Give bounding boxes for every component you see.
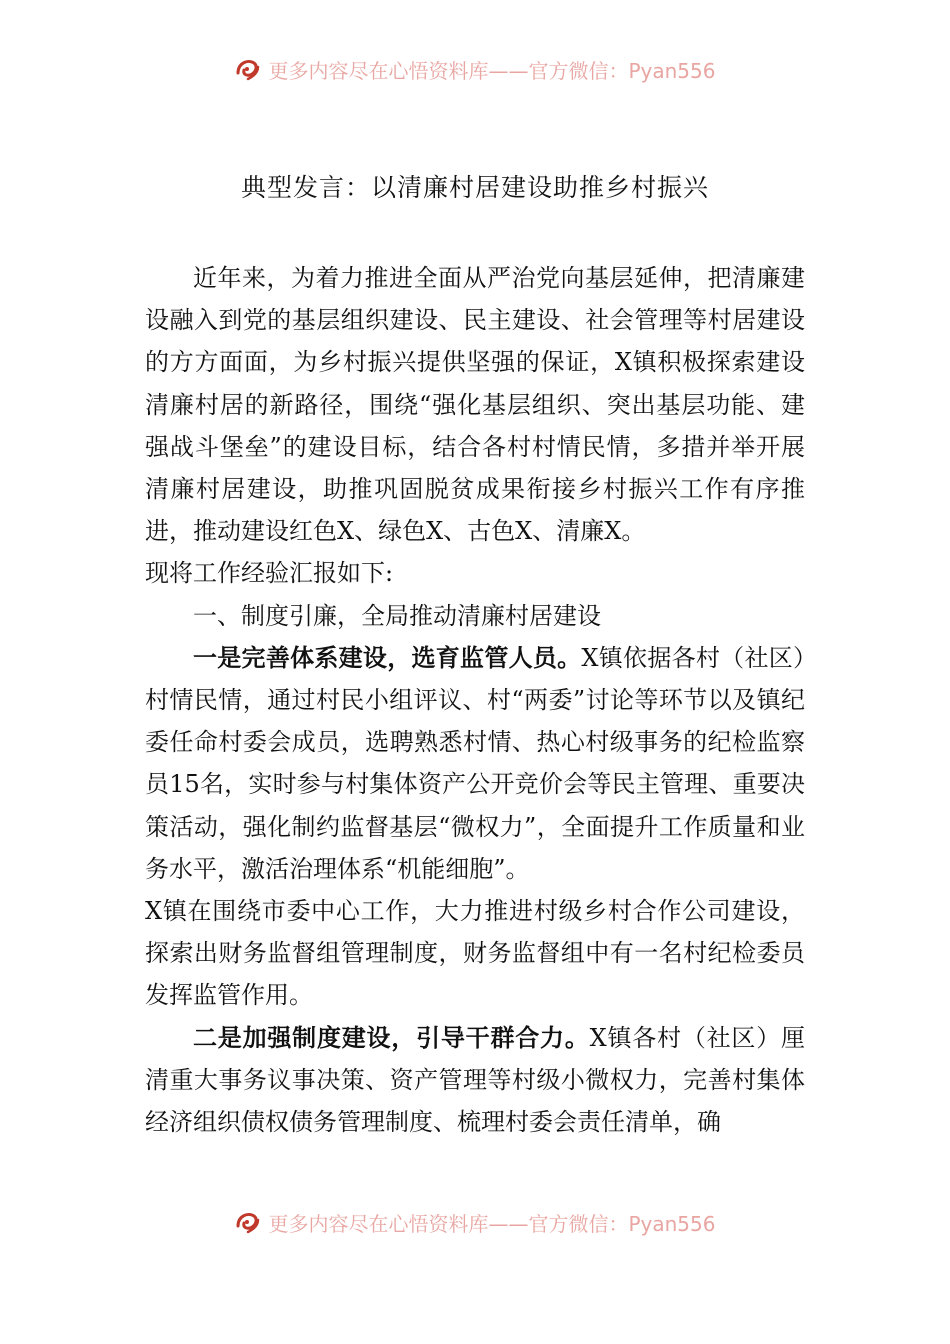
point-2-body: X镇各村（社区）厘清重大事务议事决策、资产管理等村级小微权力，完善村集体经济组织债权债务管理制度、梳理村委会责任清单，确 xyxy=(145,1023,805,1137)
brand-logo-icon xyxy=(234,55,262,83)
section-heading-1: 一、制度引廉，全局推动清廉村居建设 xyxy=(193,601,601,630)
watermark-text-bottom: 更多内容尽在心悟资料库——官方微信：Pyan556 xyxy=(268,1211,716,1236)
watermark-banner-top xyxy=(0,52,950,86)
intro-paragraph: 近年来，为着力推进全面从严治党向基层延伸，把清廉建设融入到党的基层组织建设、民主建设、社会管理等村居建设的方方面面，为乡村振兴提供坚强的保证，X镇积极探索建设清廉村居的新路径，围绕“强化基层组织、突出基层功能、建强战斗堡垒”的建设目标，结合各村村情民情，多措并举开展清廉村居建设，助推巩固脱贫成果衔接乡村振兴工作有序推进，推动建设红色X、绿色X、古色X、清廉X。 xyxy=(145,264,805,546)
point-1-body: X镇依据各村（社区）村情民情，通过村民小组评议、村“两委”讨论等环节以及镇纪委任命村委会成员，选聘熟悉村情、热心村级事务的纪检监察员15名，实时参与村集体资产公开竞价会等民主管理、重要决策活动，强化制约监督基层“微权力”，全面提升工作质量和业务水平，激活治理体系“机能细胞”。 xyxy=(145,643,805,883)
intro-tail: 现将工作经验汇报如下: xyxy=(145,559,394,588)
point-2-lead: 二是加强制度建设，引导干群合力。 xyxy=(193,1022,590,1052)
brand-logo-icon xyxy=(234,1208,262,1236)
point-2-paragraph xyxy=(145,1017,805,1144)
document-body xyxy=(145,257,805,1143)
watermark-text-top: 更多内容尽在心悟资料库——官方微信：Pyan556 xyxy=(268,58,716,83)
point-1-lead: 一是完善体系建设，选育监管人员。 xyxy=(193,642,582,672)
point-1-extra: X镇在围绕市委中心工作，大力推进村级乡村合作公司建设，探索出财务监督组管理制度，财务监督组中有一名村纪检委员发挥监管作用。 xyxy=(145,897,805,1010)
watermark-banner-bottom xyxy=(0,1205,950,1239)
document-title: 典型发言：以清廉村居建设助推乡村振兴 xyxy=(240,173,709,202)
point-1-paragraph xyxy=(145,637,805,890)
